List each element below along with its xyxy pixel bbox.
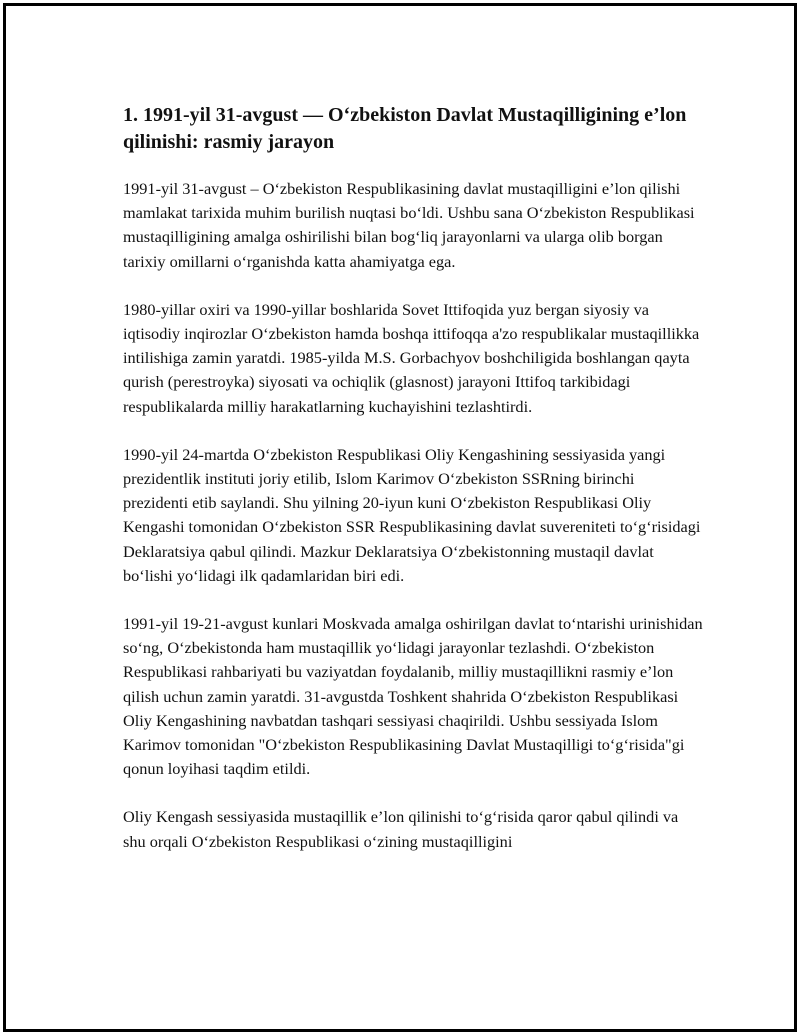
paragraph-4: 1991-yil 19-21-avgust kunlari Moskvada amalga oshirilgan davlat to‘ntarishi urinishidan so‘ng, O‘zbekistonda ham mustaqillik yo‘lidagi jarayonlar tezlashdi. O‘zbekiston Respublikasi rahbariyati bu vaziyatdan foydalanib, milliy mustaqillikni rasmiy e’lon qilish uchun zamin yaratdi. 31-avgustda Toshkent shahrida O‘zbekiston Respublikasi Oliy Kengashining navbatdan tashqari sessiyasi chaqirildi. Ushbu sessiyada Islom Karimov tomonidan "O‘zbekiston Respublikasining Davlat Mustaqilligi to‘g‘risida"gi qonun loyihasi taqdim etildi. bbox=[123, 614, 703, 779]
section-heading: 1. 1991-yil 31-avgust — O‘zbekiston Davlat Mustaqilligining e’lon qilinishi: rasmiy jarayon bbox=[123, 104, 687, 153]
paragraph-3: 1990-yil 24-martda O‘zbekiston Respublikasi Oliy Kengashining sessiyasida yangi prezidentlik instituti joriy etilib, Islom Karimov O‘zbekiston SSRning birinchi prezidenti etib saylandi. Shu yilning 20-iyun kuni O‘zbekiston Respublikasi Oliy Kengashi tomonidan O‘zbekiston SSR Respublikasining davlat suvereniteti to‘g‘risidagi Deklaratsiya qabul qilindi. Mazkur Deklaratsiya O‘zbekistonning mustaqil davlat bo‘lishi yo‘lidagi ilk qadamlaridan biri edi. bbox=[123, 444, 701, 585]
paragraph-2: 1980-yillar oxiri va 1990-yillar boshlarida Sovet Ittifoqida yuz bergan siyosiy va iqtisodiy inqirozlar O‘zbekiston hamda boshqa ittifoqqa a'zo respublikalar mustaqillikka intilishiga zamin yaratdi. 1985-yilda M.S. Gorbachyov boshchiligida boshlangan qayta qurish (perestroyka) siyosati va ochiqlik (glasnost) jarayoni Ittifoq tarkibidagi respublikalarda milliy harakatlarning kuchayishini tezlashtirdi. bbox=[123, 299, 700, 416]
paragraph-1: 1991-yil 31-avgust – O‘zbekiston Respublikasining davlat mustaqilligini e’lon qilishi mamlakat tarixida muhim burilish nuqtasi bo‘ldi. Ushbu sana O‘zbekiston Respublikasi mustaqilligining amalga oshirilishi bilan bog‘liq jarayonlarni va ularga olib borgan tarixiy omillarni o‘rganishda katta ahamiyatga ega. bbox=[123, 179, 695, 271]
paragraph-5: Oliy Kengash sessiyasida mustaqillik e’lon qilinishi to‘g‘risida qaror qabul qilindi va shu orqali O‘zbekiston Respublikasi o‘zining mustaqilligini bbox=[123, 807, 679, 851]
document-body bbox=[123, 102, 703, 854]
page-frame bbox=[3, 3, 797, 1032]
